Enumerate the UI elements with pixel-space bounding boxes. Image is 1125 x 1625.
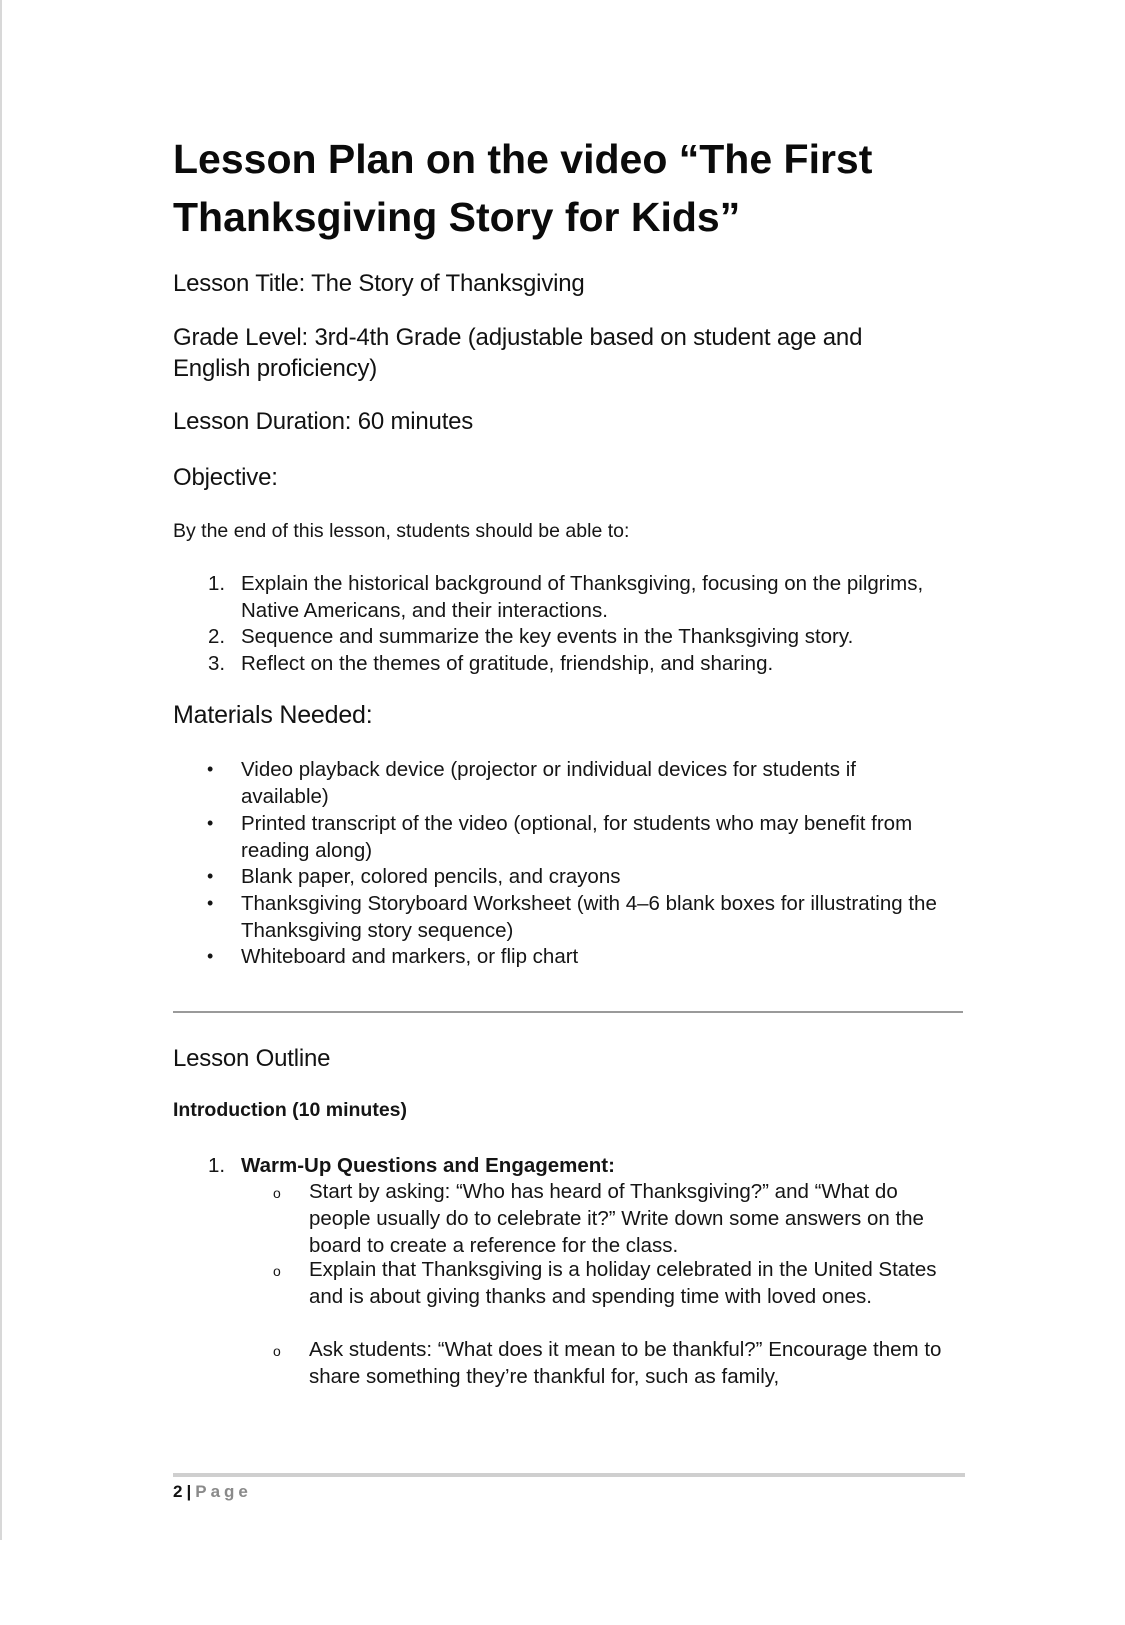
objective-intro: By the end of this lesson, students should be able to: [173,520,630,542]
bullet-icon: • [207,759,214,779]
list-item-text: Start by asking: “Who has heard of Thanksgiving?” and “What do people usually do to celebrate it?” Write down some answers on the board to create a reference for the class. [309,1180,924,1257]
list-item-text: Whiteboard and markers, or flip chart [241,945,579,968]
list-marker: 2. [208,625,226,648]
lesson-title: Lesson Title: The Story of Thanksgiving [173,270,585,297]
bullet-icon: • [207,866,214,886]
bullet-icon: • [207,813,214,833]
circle-bullet-icon: o [273,1185,281,1201]
list-item-text: Explain the historical background of Thanksgiving, focusing on the pilgrims, Native Americans, and their interactions. [241,572,924,622]
list-item-text: Explain that Thanksgiving is a holiday celebrated in the United States and is about giving thanks and spending time with loved ones. [309,1258,937,1308]
page-label: Page [195,1482,252,1501]
list-marker: 3. [208,652,226,675]
materials-heading: Materials Needed: [173,701,373,729]
list-item-text: Thanksgiving Storyboard Worksheet (with 4–6 blank boxes for illustrating the Thanksgiving story sequence) [241,892,937,942]
bullet-icon: • [207,893,214,913]
list-item-text: Blank paper, colored pencils, and crayons [241,865,621,888]
footer-separator: | [186,1482,192,1501]
page-edge [0,0,2,1540]
list-item-title: Warm-Up Questions and Engagement: [241,1154,615,1177]
list-item-text: Reflect on the themes of gratitude, friendship, and sharing. [241,652,774,675]
list-item-text: Sequence and summarize the key events in the Thanksgiving story. [241,625,854,648]
horizontal-divider [173,1011,963,1013]
lesson-duration: Lesson Duration: 60 minutes [173,408,474,435]
outline-heading: Lesson Outline [173,1045,331,1072]
list-item-text: Video playback device (projector or individual devices for students if available) [241,758,856,808]
list-item-text: Printed transcript of the video (optional, for students who may benefit from reading along) [241,812,913,862]
list-item-text: Ask students: “What does it mean to be thankful?” Encourage them to share something they’re thankful for, such as family, [309,1338,942,1388]
circle-bullet-icon: o [273,1263,281,1279]
grade-level: Grade Level: 3rd-4th Grade (adjustable based on student age and English proficiency) [173,324,863,382]
objective-heading: Objective: [173,464,278,491]
page-footer [173,1482,252,1502]
footer-divider [173,1473,965,1477]
list-marker: 1. [208,1154,226,1177]
introduction-heading: Introduction (10 minutes) [173,1099,407,1121]
page-number: 2 [173,1482,183,1501]
list-marker: 1. [208,572,226,595]
circle-bullet-icon: o [273,1343,281,1359]
document-title: Lesson Plan on the video “The First Thanksgiving Story for Kids” [173,136,873,240]
bullet-icon: • [207,946,214,966]
